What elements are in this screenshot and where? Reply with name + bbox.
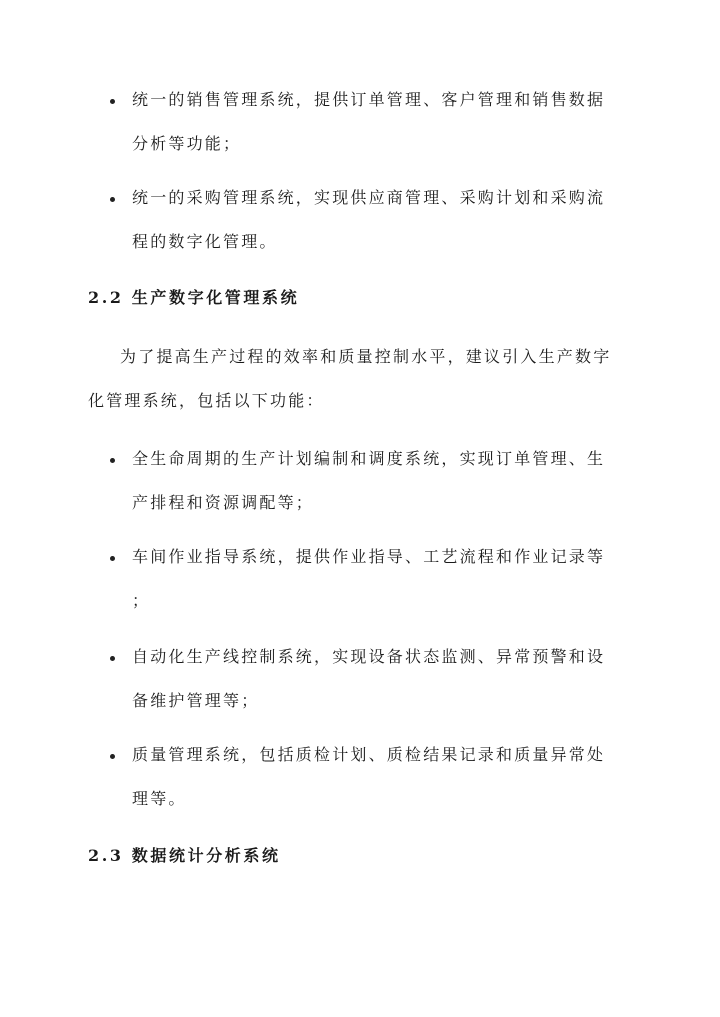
list-item-line: 统一的销售管理系统，提供订单管理、客户管理和销售数据 <box>132 90 606 109</box>
bullet-icon <box>110 556 115 561</box>
bullet-icon <box>110 99 115 104</box>
section-heading-2-3: 2.3 数据统计分析系统 <box>88 846 281 865</box>
list-item-line: 产排程和资源调配等； <box>132 493 315 512</box>
list-item-line: 自动化生产线控制系统，实现设备状态监测、异常预警和设 <box>132 647 606 666</box>
list-item-line: 备维护管理等； <box>132 691 260 710</box>
bullet-icon <box>110 754 115 759</box>
list-item-line: 质量管理系统，包括质检计划、质检结果记录和质量异常处 <box>132 745 606 764</box>
list-item-line: 统一的采购管理系统，实现供应商管理、采购计划和采购流 <box>132 188 606 207</box>
list-item-line: 理等。 <box>132 789 187 808</box>
list-item-line: ； <box>132 591 151 610</box>
list-item-line: 程的数字化管理。 <box>132 232 278 251</box>
list-item-line: 分析等功能； <box>132 134 242 153</box>
bullet-icon <box>110 458 115 463</box>
section-heading-2-2: 2.2 生产数字化管理系统 <box>88 288 300 307</box>
list-item-line: 车间作业指导系统，提供作业指导、工艺流程和作业记录等 <box>132 547 606 566</box>
paragraph-line: 为了提高生产过程的效率和质量控制水平，建议引入生产数字 <box>120 347 612 366</box>
list-item-line: 全生命周期的生产计划编制和调度系统，实现订单管理、生 <box>132 449 606 468</box>
bullet-icon <box>110 656 115 661</box>
bullet-icon <box>110 197 115 202</box>
paragraph-line: 化管理系统，包括以下功能： <box>88 391 325 410</box>
